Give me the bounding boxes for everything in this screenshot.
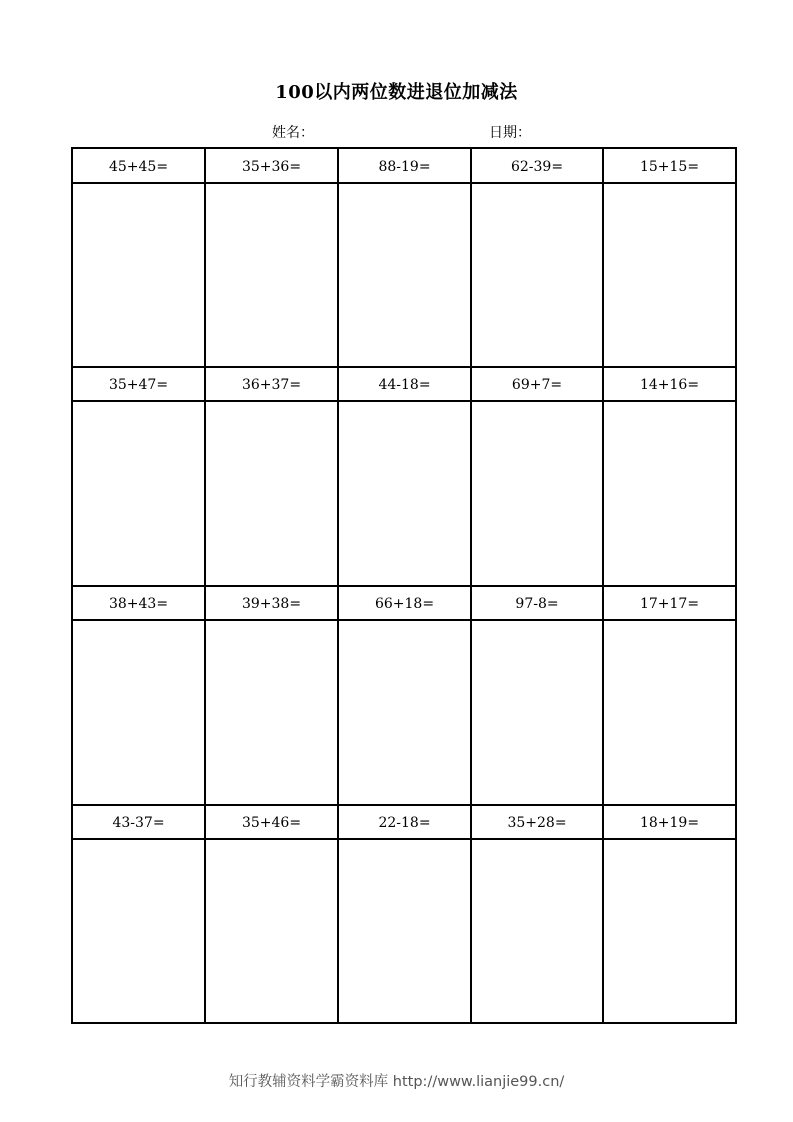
problem-label: 35+47= bbox=[108, 377, 169, 393]
problem-label: 22-18= bbox=[378, 815, 431, 831]
answer-area[interactable] bbox=[206, 621, 337, 804]
problem-label: 35+36= bbox=[241, 159, 302, 175]
problem-label: 36+37= bbox=[241, 377, 302, 393]
answer-area[interactable] bbox=[206, 184, 337, 366]
answer-area[interactable] bbox=[472, 840, 602, 1022]
page-title: 100以内两位数进退位加减法 bbox=[275, 82, 518, 103]
problem-label: 39+38= bbox=[241, 596, 302, 612]
worksheet-grid bbox=[71, 147, 737, 1024]
answer-area[interactable] bbox=[339, 184, 470, 366]
answer-area[interactable] bbox=[472, 402, 602, 585]
problem-label: 44-18= bbox=[378, 377, 431, 393]
answer-area[interactable] bbox=[73, 621, 204, 804]
answer-area[interactable] bbox=[472, 184, 602, 366]
answer-area[interactable] bbox=[206, 402, 337, 585]
problem-label: 38+43= bbox=[108, 596, 169, 612]
row-divider bbox=[73, 366, 735, 368]
answer-area[interactable] bbox=[339, 621, 470, 804]
answer-area[interactable] bbox=[604, 621, 735, 804]
problem-label: 66+18= bbox=[374, 596, 435, 612]
answer-area[interactable] bbox=[472, 621, 602, 804]
problem-label: 15+15= bbox=[639, 159, 700, 175]
problem-label: 62-39= bbox=[510, 159, 564, 175]
date-label: 日期： bbox=[489, 125, 531, 141]
name-label: 姓名： bbox=[272, 125, 314, 141]
problem-label: 35+28= bbox=[507, 815, 567, 831]
answer-area[interactable] bbox=[206, 840, 337, 1022]
problem-label: 43-37= bbox=[112, 815, 165, 831]
answer-area[interactable] bbox=[604, 184, 735, 366]
problem-label: 14+16= bbox=[639, 377, 700, 393]
answer-area[interactable] bbox=[604, 840, 735, 1022]
answer-area[interactable] bbox=[339, 402, 470, 585]
answer-area[interactable] bbox=[73, 184, 204, 366]
row-divider bbox=[73, 585, 735, 587]
problem-label: 45+45= bbox=[108, 159, 169, 175]
answer-area[interactable] bbox=[604, 402, 735, 585]
footer-watermark: 知行教辅资料学霸资料库 http://www.lianjie99.cn/ bbox=[228, 1074, 565, 1090]
problem-label: 17+17= bbox=[639, 596, 700, 612]
problem-label: 88-19= bbox=[378, 159, 431, 175]
answer-area[interactable] bbox=[339, 840, 470, 1022]
row-divider bbox=[73, 804, 735, 806]
problem-label: 69+7= bbox=[511, 377, 563, 393]
answer-area[interactable] bbox=[73, 840, 204, 1022]
problem-label: 18+19= bbox=[639, 815, 700, 831]
answer-area[interactable] bbox=[73, 402, 204, 585]
problem-label: 97-8= bbox=[515, 596, 559, 612]
problem-label: 35+46= bbox=[241, 815, 302, 831]
